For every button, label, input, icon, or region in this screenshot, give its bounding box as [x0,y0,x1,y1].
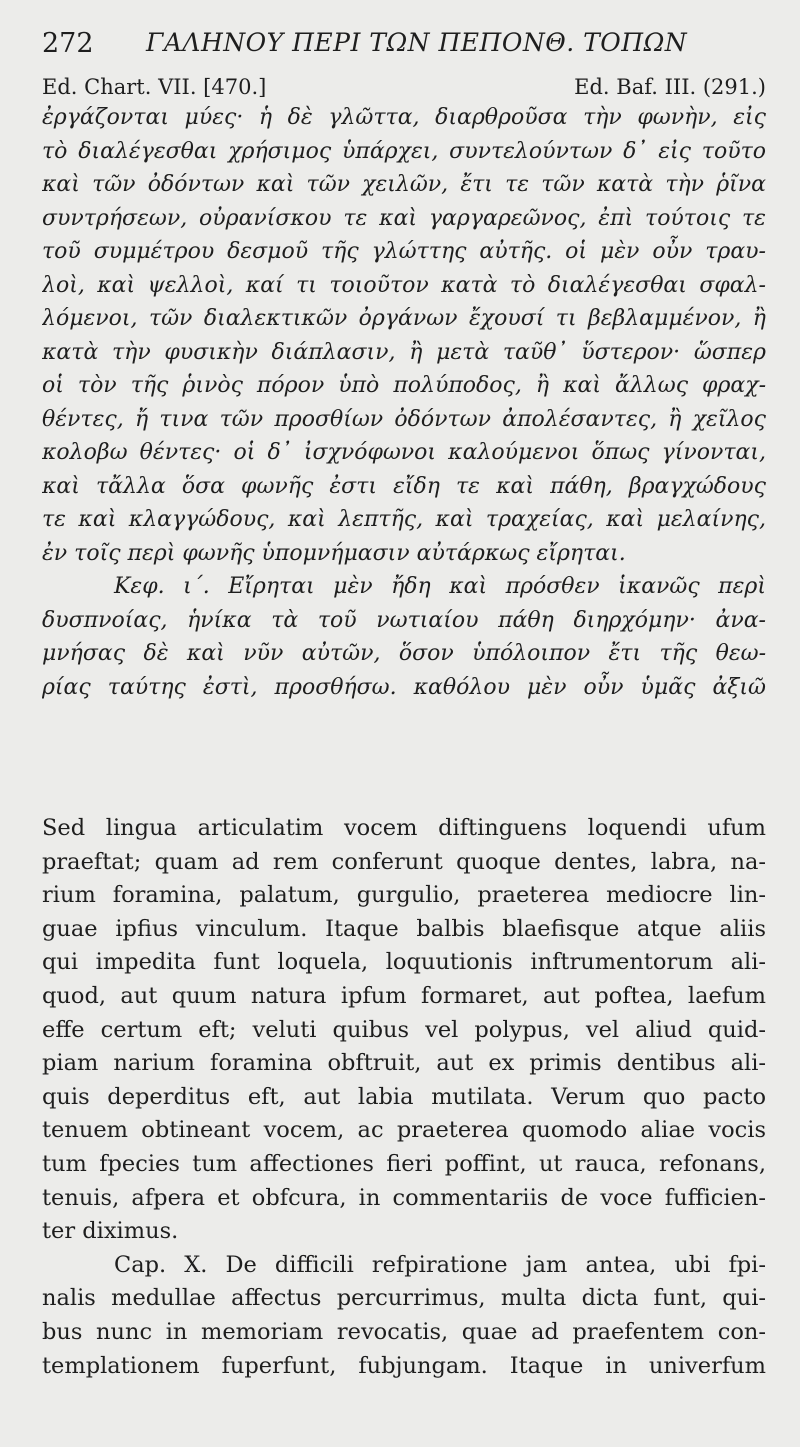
greek-text [42,101,766,704]
running-head [42,26,762,66]
greek-line: καὶ τῶν ὀδόντων καὶ τῶν χειλῶν, ἔτι τε τῶν κατὰ τὴν ῥῖνα [42,172,766,197]
greek-line: λόμενοι, τῶν διαλεκτικῶν ὀργάνων ἔχουσί τι βεβλαμμένον, ἢ [42,306,766,331]
latin-line: tenuem obtineant vocem, ac praeterea quomodo aliae vocis [42,1117,766,1144]
latin-line: rium foramina, palatum, gurgulio, praeterea mediocre lin- [42,882,766,909]
latin-line: ter diximus. [42,1218,179,1245]
greek-line: κολοβω θέντες· οἱ δ᾽ ἰσχνόφωνοι καλούμενοι ὅπως γίνονται, [42,440,766,465]
greek-line: ἐν τοῖς περὶ φωνῆς ὑπομνήμασιν αὐτάρκως εἴρηται. [42,540,626,566]
greek-line: τὸ διαλέγεσθαι χρήσιμος ὑπάρχει, συντελούντων δ᾽ εἰς τοῦτο [42,138,766,164]
latin-line: effe certum eft; veluti quibus vel polypus, vel aliud quid- [42,1016,766,1043]
latin-line: praeftat; quam ad rem conferunt quoque dentes, labra, na- [42,848,766,875]
running-title: ΓΑΛΗΝΟΥ ΠΕΡΙ ΤΩΝ ΠΕΠΟΝΘ. ΤΟΠΩΝ [146,28,688,57]
page-number: 272 [42,28,94,59]
latin-line: nalis medullae affectus percurrimus, multa dicta funt, qui- [42,1285,766,1312]
latin-line: tenuis, afpera et obfcura, in commentariis de voce fufficien- [42,1184,766,1211]
latin-line: templationem fuperfunt, fubjungam. Itaque in univerfum [42,1352,766,1379]
greek-line: ἐργάζονται μύες· ἡ δὲ γλῶττα, διαρθροῦσα τὴν φωνὴν, εἰς [42,105,766,130]
latin-line: tum fpecies tum affectiones fieri poffint, ut rauca, refonans, [42,1150,766,1177]
latin-line: qui impedita funt loquela, loquutionis inftrumentorum ali- [42,949,766,976]
greek-chapter-heading-line: Κεφ. ι΄. Εἴρηται μὲν ἤδη καὶ πρόσθεν ἱκανῶς περὶ [114,574,766,599]
latin-line: quis deperditus eft, aut labia mutilata. Verum quo pacto [42,1083,766,1110]
greek-line: δυσπνοίας, ἡνίκα τὰ τοῦ νωτιαίου πάθη διηρχόμην· ἀνα- [42,607,766,633]
greek-line: μνήσας δὲ καὶ νῦν αὐτῶν, ὅσον ὑπόλοιπον ἔτι τῆς θεω- [42,641,766,666]
latin-line: bus nunc in memoriam revocatis, quae ad praefentem con- [42,1318,766,1345]
greek-line: οἱ τὸν τῆς ῥινὸς πόρον ὑπὸ πολύποδος, ἢ καὶ ἄλλως φραχ- [42,373,766,398]
greek-line: λοὶ, καὶ ψελλοὶ, καί τι τοιοῦτον κατὰ τὸ διαλέγεσθαι σφαλ- [42,272,766,298]
latin-line: Sed lingua articulatim vocem diftinguens loquendi ufum [42,815,766,841]
greek-line: συντρήσεων, οὐρανίσκου τε καὶ γαργαρεῶνος, ἐπὶ τούτοις τε [42,205,766,231]
latin-line: guae ipfius vinculum. Itaque balbis blaefisque atque aliis [42,915,766,942]
greek-line: κατὰ τὴν φυσικὴν διάπλασιν, ἢ μετὰ ταῦθ᾽ ὕστερον· ὥσπερ [42,339,766,365]
latin-text [42,812,766,1383]
greek-line: τοῦ συμμέτρου δεσμοῦ τῆς γλώττης αὐτῆς. οἱ μὲν οὖν τραυ- [42,239,766,264]
latin-line: piam narium foramina obftruit, aut ex primis dentibus ali- [42,1050,766,1077]
greek-line: ρίας ταύτης ἐστὶ, προσθήσω. καθόλου μὲν οὖν ὑμᾶς ἀξιῶ [42,674,766,700]
latin-line: quod, aut quum natura ipfum formaret, aut poftea, laefum [42,982,766,1009]
edition-basel: Ed. Baf. III. (291.) [574,75,766,99]
latin-chapter-heading-line: Cap. X. De difficili refpiratione jam antea, ubi fpi- [114,1251,766,1278]
greek-line: τε καὶ κλαγγώδους, καὶ λεπτῆς, καὶ τραχείας, καὶ μελαίνης, [42,507,766,532]
edition-chartier: Ed. Chart. VII. [470.] [42,75,267,99]
greek-line: θέντες, ἤ τινα τῶν προσθίων ὀδόντων ἀπολέσαντες, ἢ χεῖλος [42,406,766,432]
greek-line: καὶ τἄλλα ὅσα φωνῆς ἐστι εἴδη τε καὶ πάθη, βραγχώδους [42,473,766,499]
